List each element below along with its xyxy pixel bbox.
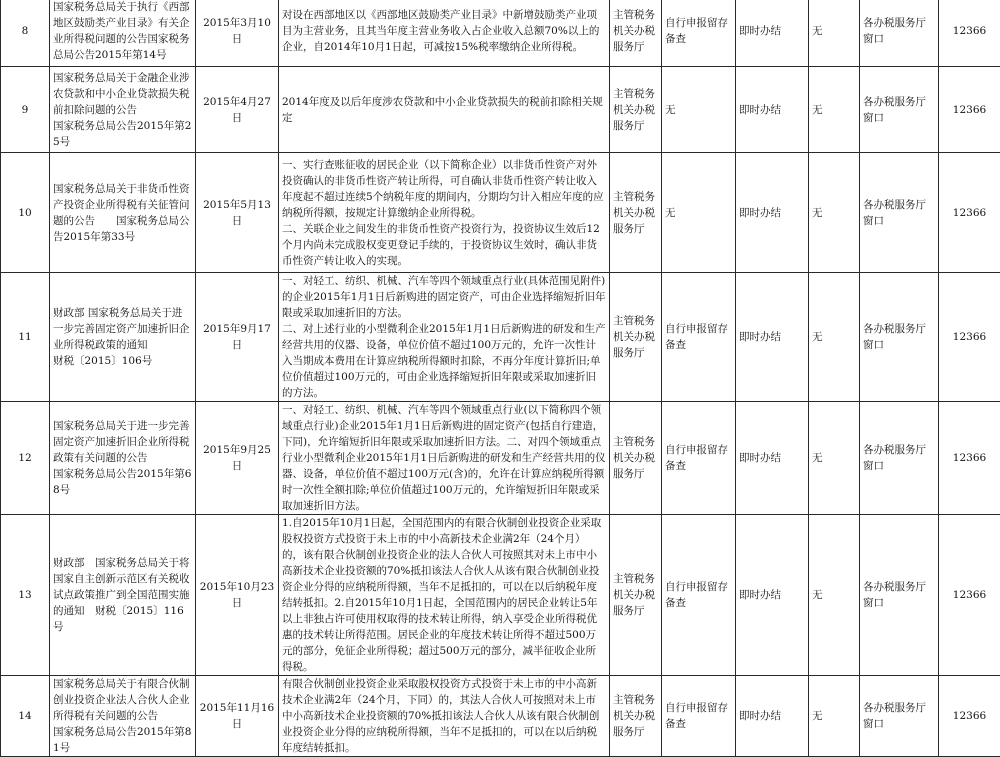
policy-content-text: 有限合伙制创业投资企业采取股权投资方式投资于未上市的中小高新技术企业满2年（24个月，下同）的，其法人合伙人可按照对未上市中小高新技术企业投资额的70%抵扣该法人合伙人从该有限合伙制创业投资企业分得的应纳税所得额，当年不足抵扣的，可以在以后纳税年度结转抵扣。 xyxy=(282,676,606,756)
document-title-text: 国家税务总局关于金融企业涉农贷款和中小企业贷款损失税前扣除问题的公告 国家税务总局公告2015年第25号 xyxy=(53,70,192,150)
processing-time: 即时办结 xyxy=(736,67,809,153)
policy-content-text: 一、实行查账征收的居民企业（以下简称企业）以非货币性资产对外投资确认的非货币性资产转让所得，可自确认非货币性资产转让收入年度起不超过连续5个纳税年度的期间内，分期均匀计入相应年度的应纳税所得额，按规定计算缴纳企业所得税。 二、关联企业之间发生的非货币性资产投资行为，投资协议生效后12个月内尚未完成股权变更登记手续的，于投资协议生效时，确认非货币性资产转让收入的实现。 xyxy=(282,157,606,269)
policy-content xyxy=(279,676,610,757)
row-number: 10 xyxy=(1,153,50,273)
document-title xyxy=(50,402,196,515)
document-title-text: 国家税务总局关于有限合伙制创业投资企业法人合伙人企业所得税有关问题的公告 国家税务总局公告2015年第81号 xyxy=(53,676,192,756)
issue-date: 2015年9月17日 xyxy=(196,273,279,402)
issue-date: 2015年11月16日 xyxy=(196,676,279,757)
document-title xyxy=(50,67,196,153)
policy-content xyxy=(279,0,610,67)
table-row xyxy=(1,67,1000,153)
row-number: 12 xyxy=(1,402,50,515)
policy-content-text: 2014年度及以后年度涉农贷款和中小企业贷款损失的税前扣除相关规定 xyxy=(282,94,606,126)
row-number: 9 xyxy=(1,67,50,153)
policy-content xyxy=(279,67,610,153)
handling-unit: 主管税务机关办税服务厅 xyxy=(610,676,662,757)
service-location: 各办税服务厅窗口 xyxy=(860,67,939,153)
document-title-text: 国家税务总局关于进一步完善固定资产加速折旧企业所得税政策有关问题的公告 国家税务总局公告2015年第68号 xyxy=(53,418,192,498)
issue-date: 2015年4月27日 xyxy=(196,67,279,153)
fee-status: 无 xyxy=(809,676,860,757)
table-body xyxy=(1,0,1000,757)
service-location: 各办税服务厅窗口 xyxy=(860,402,939,515)
hotline-number: 12366 xyxy=(939,67,1000,153)
document-title xyxy=(50,153,196,273)
handling-method: 自行申报留存备查 xyxy=(662,0,736,67)
handling-unit: 主管税务机关办税服务厅 xyxy=(610,402,662,515)
table-row xyxy=(1,676,1000,757)
policy-content-text: 1.自2015年10月1日起，全国范围内的有限合伙制创业投资企业采取股权投资方式投资于未上市的中小高新技术企业满2年（24个月）的，该有限合伙制创业投资企业的法人合伙人可按照其对未上市中小高新技术企业投资额的70%抵扣该法人合伙人从该有限合伙制创业投资企业分得的应纳税所得额，当年不足抵扣的，可以在以后纳税年度结转抵扣。2.自2015年10月1日起，全国范围内的居民企业转让5年以上非独占许可使用权取得的技术转让所得，纳入享受企业所得税优惠的技术转让所得范围。居民企业的年度技术转让所得不超过500万元的部分，免征企业所得税；超过500万元的部分，减半征收企业所得税。 xyxy=(282,515,606,675)
table-row xyxy=(1,515,1000,676)
handling-method: 无 xyxy=(662,67,736,153)
fee-status: 无 xyxy=(809,273,860,402)
processing-time: 即时办结 xyxy=(736,273,809,402)
table-row xyxy=(1,402,1000,515)
fee-status: 无 xyxy=(809,67,860,153)
hotline-number: 12366 xyxy=(939,402,1000,515)
hotline-number: 12366 xyxy=(939,676,1000,757)
row-number: 13 xyxy=(1,515,50,676)
issue-date: 2015年3月10日 xyxy=(196,0,279,67)
handling-unit: 主管税务机关办税服务厅 xyxy=(610,153,662,273)
handling-method: 自行申报留存备查 xyxy=(662,273,736,402)
fee-status: 无 xyxy=(809,515,860,676)
handling-unit: 主管税务机关办税服务厅 xyxy=(610,67,662,153)
hotline-number: 12366 xyxy=(939,515,1000,676)
row-number: 11 xyxy=(1,273,50,402)
document-title-text: 国家税务总局关于非货币性资产投资企业所得税有关征管问题的公告 国家税务总局公告2015年第33号 xyxy=(53,181,192,245)
issue-date: 2015年5月13日 xyxy=(196,153,279,273)
handling-unit: 主管税务机关办税服务厅 xyxy=(610,0,662,67)
table-row xyxy=(1,153,1000,273)
service-location: 各办税服务厅窗口 xyxy=(860,515,939,676)
handling-method: 自行申报留存备查 xyxy=(662,515,736,676)
document-title-text: 财政部 国家税务总局关于将国家自主创新示范区有关税收试点政策推广到全国范围实施的通知 财税〔2015〕116号 xyxy=(53,555,192,635)
handling-method: 自行申报留存备查 xyxy=(662,402,736,515)
fee-status: 无 xyxy=(809,153,860,273)
policy-content xyxy=(279,402,610,515)
handling-method: 自行申报留存备查 xyxy=(662,676,736,757)
policy-content xyxy=(279,515,610,676)
service-location: 各办税服务厅窗口 xyxy=(860,153,939,273)
processing-time: 即时办结 xyxy=(736,515,809,676)
service-location: 各办税服务厅窗口 xyxy=(860,273,939,402)
issue-date: 2015年10月23日 xyxy=(196,515,279,676)
row-number: 14 xyxy=(1,676,50,757)
processing-time: 即时办结 xyxy=(736,676,809,757)
document-title xyxy=(50,273,196,402)
handling-unit: 主管税务机关办税服务厅 xyxy=(610,273,662,402)
issue-date: 2015年9月25日 xyxy=(196,402,279,515)
policy-content xyxy=(279,273,610,402)
service-location: 各办税服务厅窗口 xyxy=(860,676,939,757)
policy-content-text: 一、对轻工、纺织、机械、汽车等四个领域重点行业(具体范围见附件)的企业2015年1月1日后新购进的固定资产，可由企业选择缩短折旧年限或采取加速折旧的方法。 二、对上述行业的小型微利企业2015年1月1日后新购进的研发和生产经营共用的仪器、设备，单位价值不超过100万元的，允许一次性计入当期成本费用在计算应纳税所得额时扣除，不再分年度计算折旧;单位价值超过100万元的，可由企业选择缩短折旧年限或采取加速折旧的方法。 xyxy=(282,273,606,401)
processing-time: 即时办结 xyxy=(736,0,809,67)
processing-time: 即时办结 xyxy=(736,402,809,515)
policy-content-text: 对设在西部地区以《西部地区鼓励类产业目录》中新增鼓励类产业项目为主营业务，且其当年度主营业务收入占企业收入总额70%以上的企业，自2014年10月1日起，可减按15%税率缴纳企业所得税。 xyxy=(282,7,606,55)
handling-method: 无 xyxy=(662,153,736,273)
fee-status: 无 xyxy=(809,402,860,515)
document-title xyxy=(50,0,196,67)
hotline-number: 12366 xyxy=(939,273,1000,402)
document-title xyxy=(50,515,196,676)
table-row xyxy=(1,273,1000,402)
row-number: 8 xyxy=(1,0,50,67)
document-title-text: 国家税务总局关于执行《西部地区鼓励类产业目录》有关企业所得税问题的公告国家税务总局公告2015年第14号 xyxy=(53,0,192,63)
document-title xyxy=(50,676,196,757)
handling-unit: 主管税务机关办税服务厅 xyxy=(610,515,662,676)
document-title-text: 财政部 国家税务总局关于进一步完善固定资产加速折旧企业所得税政策的通知 财税〔2015〕106号 xyxy=(53,305,192,369)
processing-time: 即时办结 xyxy=(736,153,809,273)
hotline-number: 12366 xyxy=(939,0,1000,67)
policy-content-text: 一、对轻工、纺织、机械、汽车等四个领域重点行业(以下简称四个领域重点行业)企业2015年1月1日后新购进的固定资产(包括自行建造，下同)，允许缩短折旧年限或采取加速折旧方法。二、对四个领域重点行业小型微利企业2015年1月1日后新购进的研发和生产经营共用的仪器、设备，单位价值不超过100万元(含)的，允许在计算应纳税所得额时一次性全额扣除;单位价值超过100万元的，允许缩短折旧年限或采取加速折旧方法。 xyxy=(282,402,606,514)
service-location: 各办税服务厅窗口 xyxy=(860,0,939,67)
policy-content xyxy=(279,153,610,273)
hotline-number: 12366 xyxy=(939,153,1000,273)
table-row xyxy=(1,0,1000,67)
fee-status: 无 xyxy=(809,0,860,67)
